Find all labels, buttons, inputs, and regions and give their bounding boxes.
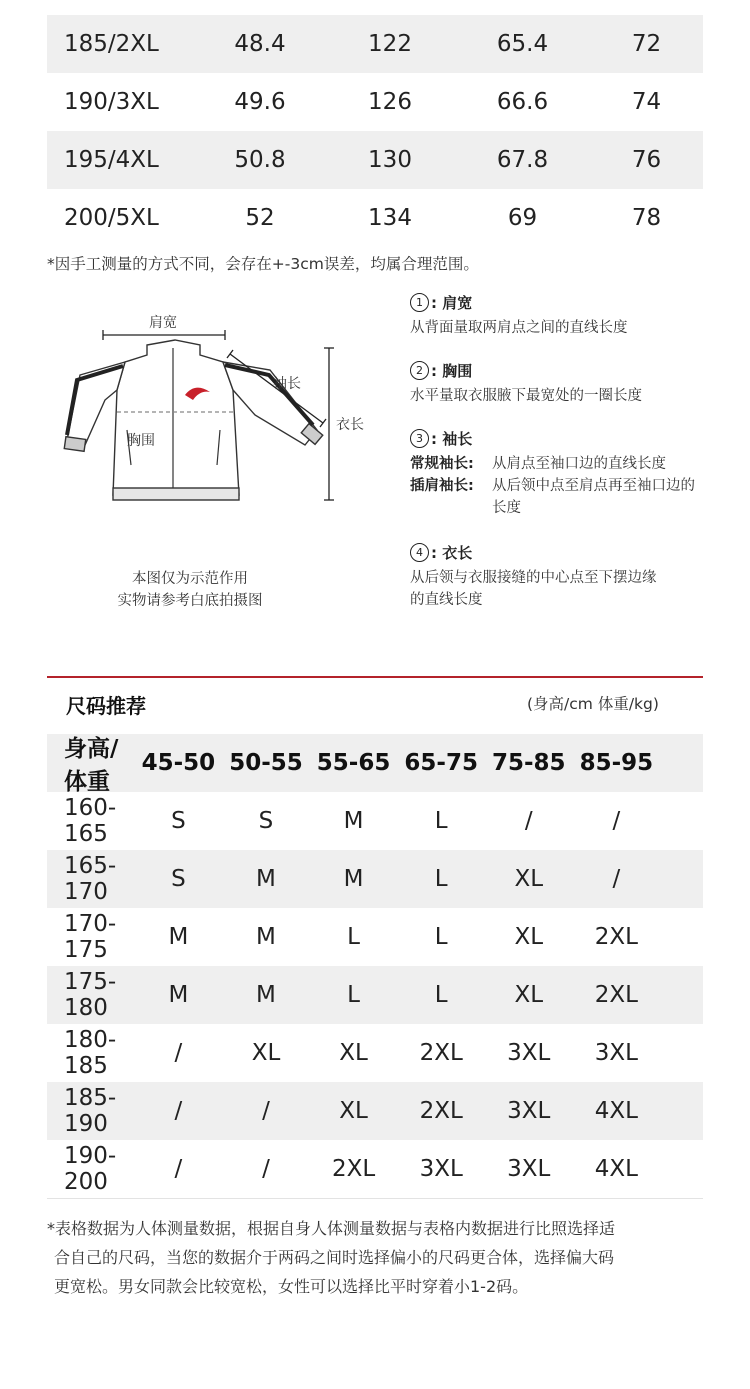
number-badge: 4: [410, 543, 429, 562]
table-row: [47, 189, 703, 247]
legend-key: 插肩袖长:: [410, 478, 474, 494]
table-header-cell: 身高/体重: [64, 736, 119, 795]
table-cell: 3XL: [594, 1040, 638, 1066]
table-cell: 130: [368, 147, 412, 173]
table-cell: 3XL: [419, 1156, 463, 1182]
table-cell: S: [258, 808, 274, 834]
table-cell: /: [612, 866, 621, 892]
legend-desc: 从肩点至袖口边的直线长度: [492, 456, 666, 472]
table-row: [47, 1140, 703, 1199]
table-row: [47, 1082, 703, 1140]
table-cell: 122: [368, 31, 412, 57]
table-cell: /: [262, 1156, 270, 1182]
number-badge: 1: [410, 293, 429, 312]
legend-desc: 水平量取衣服腋下最宽处的一圈长度: [410, 388, 642, 404]
table-header-cell: 65-75: [404, 750, 478, 776]
table-header-row: [47, 734, 703, 795]
table-cell: 3XL: [507, 1156, 551, 1182]
number-badge: 3: [410, 429, 429, 448]
table-cell: /: [524, 808, 533, 834]
table-row: [47, 73, 703, 131]
table-cell: 69: [507, 205, 538, 231]
table-cell: M: [343, 866, 364, 892]
table-cell: XL: [251, 1040, 281, 1066]
table-cell: M: [256, 924, 276, 950]
jacket-outline: [64, 340, 322, 500]
body-length-marker: [324, 348, 334, 500]
legend-desc: 的直线长度: [410, 592, 483, 608]
legend-item-shoulder: [410, 292, 628, 339]
jacket-diagram: [55, 300, 385, 520]
table-cell: XL: [339, 1098, 368, 1124]
table-header-cell: 55-65: [316, 750, 391, 776]
table-row: [47, 850, 703, 908]
table-row: [47, 908, 703, 966]
table-cell: 4XL: [594, 1098, 638, 1124]
table-cell: 190/3XL: [64, 89, 159, 115]
size-advice-note: [47, 1214, 707, 1301]
legend-title: : 衣长: [431, 544, 473, 562]
table-cell: /: [612, 808, 621, 834]
table-cell: M: [343, 808, 364, 834]
table-cell: 126: [368, 89, 412, 115]
table-row: [47, 15, 703, 73]
legend-desc: 从后领与衣服接缝的中心点至下摆边缘: [410, 570, 657, 586]
table-cell: 180-185: [64, 1027, 117, 1079]
table-cell: XL: [514, 982, 544, 1008]
table-cell: M: [256, 866, 276, 892]
table-cell: 185-190: [64, 1085, 117, 1137]
table-cell: 67.8: [496, 147, 549, 173]
table-header-cell: 85-95: [579, 750, 654, 776]
caption-line: 本图仅为示范作用: [132, 571, 248, 587]
table-cell: 185/2XL: [64, 31, 159, 57]
table-cell: XL: [514, 924, 544, 950]
table-row: [47, 792, 703, 850]
table-cell: /: [174, 1156, 183, 1182]
table-cell: 78: [631, 205, 662, 231]
table-cell: 175-180: [64, 969, 117, 1021]
table-cell: L: [434, 808, 448, 834]
shoulder-width-marker: [103, 330, 225, 340]
caption-line: 实物请参考白底拍摄图: [117, 593, 263, 609]
table-cell: 200/5XL: [64, 205, 159, 231]
table-row: [47, 1024, 703, 1082]
table-cell: XL: [514, 866, 544, 892]
table-cell: /: [174, 1098, 183, 1124]
size-measurement-table: [47, 15, 703, 247]
table-cell: 65.4: [496, 31, 549, 57]
table-cell: 2XL: [419, 1040, 463, 1066]
table-cell: 2XL: [419, 1098, 463, 1124]
table-cell: 4XL: [594, 1156, 638, 1182]
table-cell: 48.4: [234, 31, 286, 57]
table-cell: 72: [631, 31, 662, 57]
table-cell: M: [256, 982, 276, 1008]
recommend-title: 尺码推荐: [66, 694, 146, 718]
table-header-cell: 45-50: [141, 750, 216, 776]
note-line: *表格数据为人体测量数据，根据自身人体测量数据与表格内数据进行比照选择适: [47, 1219, 616, 1238]
table-cell: /: [174, 1040, 183, 1066]
table-cell: 190-200: [64, 1143, 117, 1195]
table-cell: L: [434, 924, 448, 950]
section-divider: [47, 676, 703, 678]
table-cell: 2XL: [594, 924, 638, 950]
table-cell: 52: [245, 205, 275, 231]
table-cell: 74: [631, 89, 662, 115]
table-header-cell: 75-85: [491, 750, 566, 776]
chest-label: 胸围: [127, 433, 155, 449]
legend-desc: 从后领中点至肩点再至袖口边的长度: [492, 478, 695, 516]
table-cell: 2XL: [331, 1156, 376, 1182]
shoulder-label: 肩宽: [149, 315, 177, 331]
table-cell: XL: [339, 1040, 368, 1066]
table-cell: 3XL: [507, 1040, 551, 1066]
table-cell: 76: [631, 147, 662, 173]
recommend-unit: (身高/cm 体重/kg): [527, 695, 659, 713]
length-label: 衣长: [336, 417, 364, 433]
table-header-cell: 50-55: [229, 750, 303, 776]
table-cell: 49.6: [234, 89, 286, 115]
table-cell: S: [171, 866, 186, 892]
table-cell: M: [168, 982, 189, 1008]
table-cell: 66.6: [496, 89, 549, 115]
legend-item-length: [410, 542, 657, 611]
legend-item-chest: [410, 360, 642, 407]
table-cell: /: [262, 1098, 270, 1124]
diagram-caption: [90, 568, 290, 612]
table-cell: 3XL: [507, 1098, 551, 1124]
table-cell: 195/4XL: [64, 147, 159, 173]
sleeve-label: 袖长: [273, 376, 301, 392]
table-cell: 160-165: [64, 795, 117, 847]
table-cell: 2XL: [594, 982, 638, 1008]
table-cell: M: [168, 924, 189, 950]
table-cell: L: [434, 866, 448, 892]
table-cell: 170-175: [64, 911, 117, 963]
size-recommend-table: [47, 734, 703, 1199]
number-badge: 2: [410, 361, 429, 380]
table-cell: S: [171, 808, 186, 834]
note-line: 更宽松。男女同款会比较宽松，女性可以选择比平时穿着小1-2码。: [54, 1277, 529, 1296]
table-cell: L: [347, 924, 360, 950]
table-cell: 134: [368, 205, 412, 231]
legend-title: : 袖长: [431, 430, 473, 448]
table-row: [47, 131, 703, 189]
table-cell: L: [347, 982, 360, 1008]
table-row: [47, 966, 703, 1024]
legend-title: : 肩宽: [431, 294, 473, 312]
table-cell: L: [434, 982, 448, 1008]
table-cell: 165-170: [64, 853, 117, 905]
table-cell: 50.8: [234, 147, 286, 173]
note-line: 合自己的尺码，当您的数据介于两码之间时选择偏小的尺码更合体，选择偏大码: [54, 1248, 615, 1267]
legend-desc: 从背面量取两肩点之间的直线长度: [410, 320, 628, 336]
legend-key: 常规袖长:: [410, 456, 474, 472]
legend-item-sleeve: [410, 428, 702, 519]
legend-title: : 胸围: [431, 362, 473, 380]
measurement-error-note: *因手工测量的方式不同，会存在+-3cm误差，均属合理范围。: [47, 255, 479, 273]
